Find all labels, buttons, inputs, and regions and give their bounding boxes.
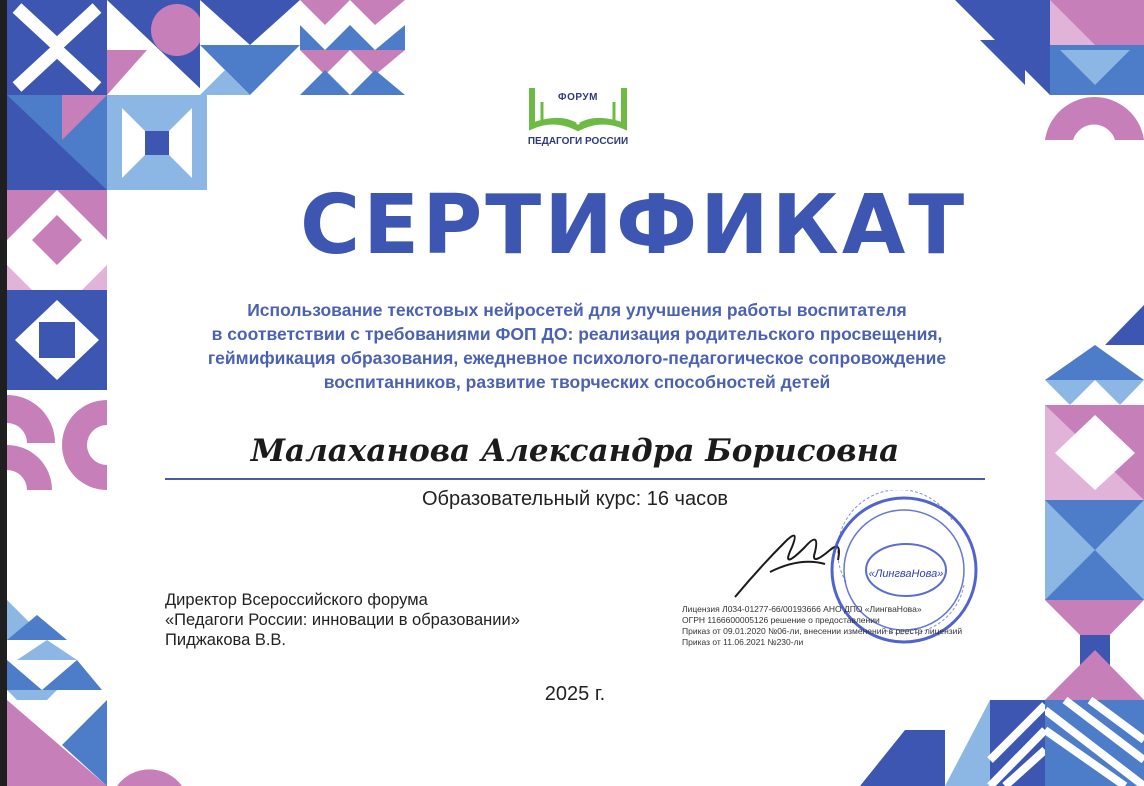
ornament-top-left [200, 0, 405, 95]
director-block [165, 590, 520, 650]
ornament-right [1045, 305, 1144, 786]
course-line: геймификация образования, ежедневное психолого-педагогическое сопровождение [207, 348, 947, 368]
name-underline [165, 478, 985, 480]
license-line: Приказ от 09.01.2020 №06-ли, внесении изменений в реестр лицензий [682, 626, 963, 636]
license-line: ОГРН 1166600005126 решение о предоставлении [682, 615, 880, 625]
license-line: Лицензия Л034-01277-66/00193666 АНО ДПО «ЛингваНова» [682, 604, 922, 614]
logo-subtitle: ПЕДАГОГИ РОССИИ [527, 136, 629, 147]
ornament-bottom-right [860, 690, 1045, 786]
director-line: «Педагоги России: инновации в образовании» [165, 611, 520, 629]
director-line: Директор Всероссийского форума [165, 591, 428, 609]
stamp-text: «ЛингваНова» [868, 568, 944, 580]
course-line: Использование текстовых нейросетей для улучшения работы воспитателя [247, 300, 907, 320]
license-info [682, 604, 972, 648]
recipient-name: Малаханова Александра Борисовна [250, 433, 900, 469]
course-description [160, 298, 994, 394]
license-line: Приказ от 11.06.2021 №230-ли [682, 637, 804, 647]
course-hours: Образовательный курс: 16 часов [421, 488, 729, 510]
window-edge [0, 0, 7, 786]
logo-forum-text: ФОРУМ [558, 92, 598, 103]
forum-logo [520, 84, 636, 150]
course-line: воспитанников, развитие творческих способностей детей [323, 372, 831, 392]
director-line: Пиджакова В.В. [165, 631, 287, 649]
issue-year: 2025 г. [544, 683, 606, 705]
ornament-top-right [955, 0, 1144, 150]
certificate-title: СЕРТИФИКАТ [300, 178, 968, 273]
course-line: в соответствии с требованиями ФОП ДО: реализация родительского просвещения, [211, 324, 943, 344]
